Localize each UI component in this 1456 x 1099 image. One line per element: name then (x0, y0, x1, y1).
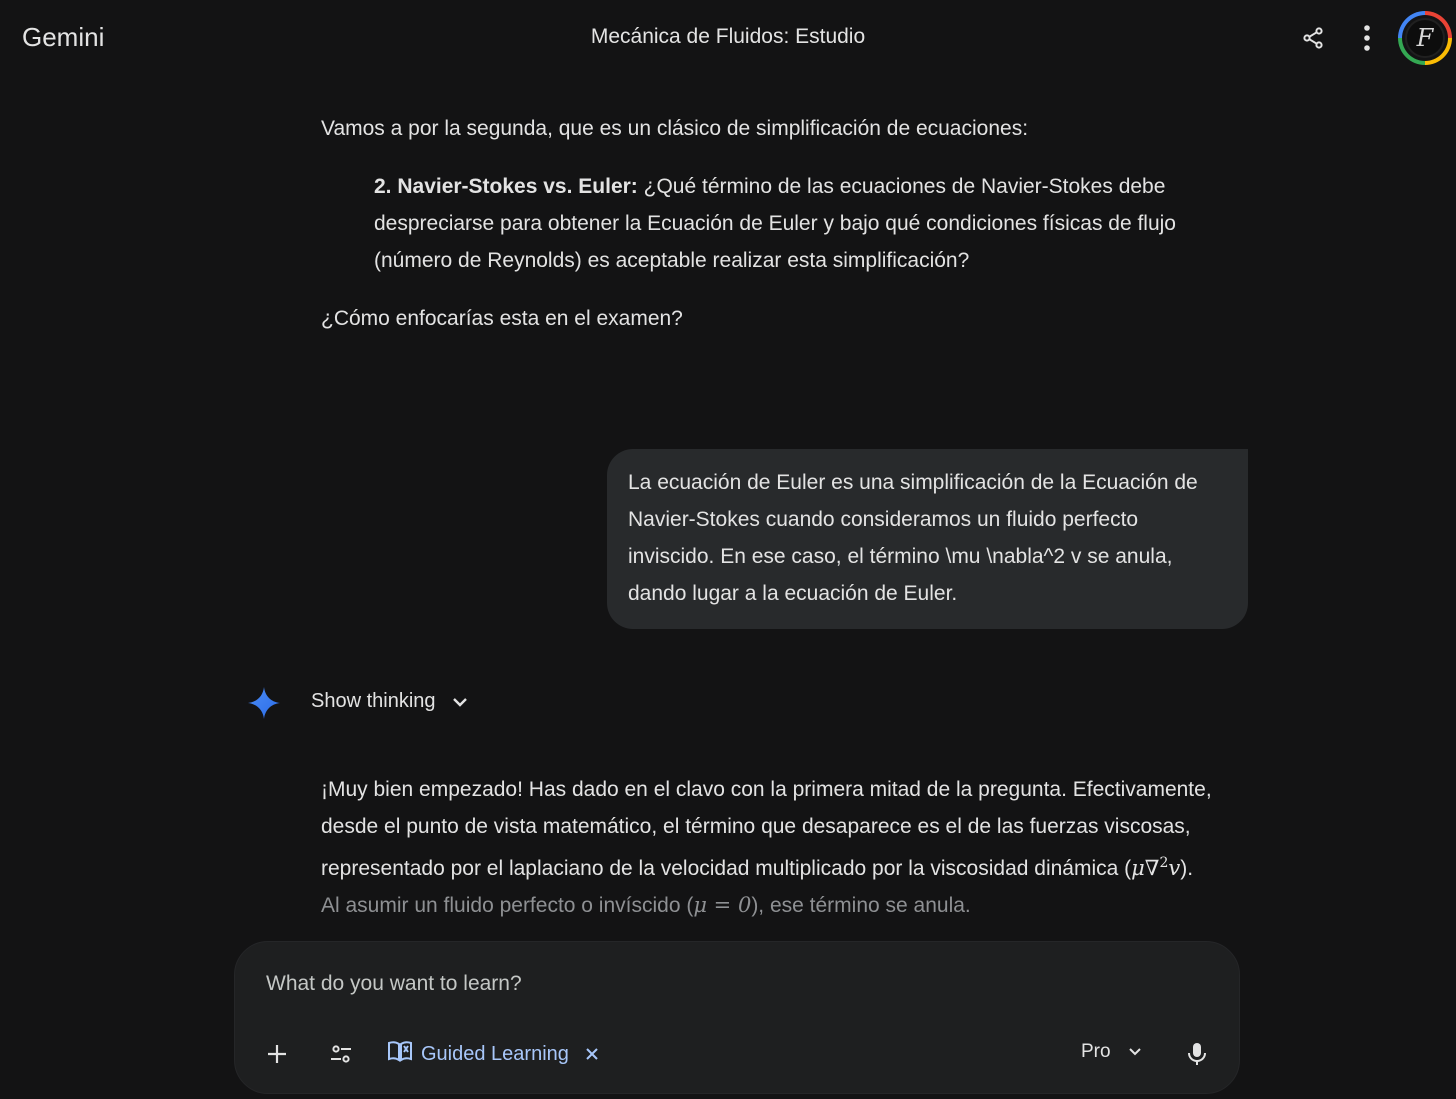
response-faded-part2: ), ese término se anula. (751, 894, 971, 917)
more-vert-icon[interactable] (1351, 22, 1383, 54)
math-mu-nabla: μ∇ (1131, 856, 1160, 880)
guided-learning-label: Guided Learning (421, 1042, 569, 1065)
show-thinking-label: Show thinking (311, 690, 436, 712)
top-bar (0, 0, 1456, 76)
model-prompt-text: ¿Cómo enfocarías esta en el examen? (321, 307, 683, 330)
brand-logo[interactable]: Gemini (22, 22, 105, 52)
avatar[interactable] (1398, 11, 1452, 65)
response-text-part1: ¡Muy bien empezado! Has dado en el clavo con la primera mitad de la pregunta. Efectivamente, desde el punto de vista matemático, el término que desaparece es el de las fuerzas viscosas, representado por el laplaciano de la velocidad multiplicado por la viscosidad dinámica ( (321, 778, 1212, 880)
show-thinking-toggle[interactable] (311, 690, 470, 713)
response-text-part2: ). (1180, 857, 1194, 880)
response-faded-part1: Al asumir un fluido perfecto o invíscido ( (321, 894, 694, 917)
math-exponent: 2 (1159, 855, 1169, 871)
guided-learning-chip[interactable] (387, 1040, 599, 1068)
share-icon[interactable] (1297, 22, 1329, 54)
model-label: Pro (1081, 1041, 1111, 1062)
model-selector[interactable] (1081, 1041, 1143, 1063)
question-block (374, 168, 1194, 279)
avatar-initial: F (1405, 18, 1445, 58)
math-viscous-term (1131, 856, 1180, 880)
model-response (321, 771, 1261, 924)
prompt-composer (234, 941, 1240, 1094)
add-icon[interactable] (261, 1038, 293, 1070)
tools-icon[interactable] (325, 1038, 357, 1070)
close-icon[interactable] (585, 1047, 599, 1061)
avatar-ring-gap (1402, 15, 1448, 61)
question-title: 2. Navier-Stokes vs. Euler: (374, 175, 638, 198)
math-v: v (1168, 856, 1181, 880)
user-message-bubble: La ecuación de Euler es una simplificación de la Ecuación de Navier-Stokes cuando consideramos un fluido perfecto inviscido. En ese caso, el término \mu \nabla^2 v se anula, dando lugar a la ecuación de Euler. (607, 449, 1248, 629)
response-faded-text (321, 894, 971, 917)
gemini-spark-icon (246, 685, 282, 721)
question-body: ¿Qué término de las ecuaciones de Navier-Stokes debe despreciarse para obtener la Ecuación de Euler y bajo qué condiciones físicas de flujo (número de Reynolds) es aceptable realizar esta simplificación? (374, 175, 1176, 272)
chevron-down-icon (450, 692, 470, 712)
conversation-title[interactable]: Mecánica de Fluidos: Estudio (590, 25, 866, 48)
chevron-down-icon (1127, 1044, 1143, 1060)
prompt-input[interactable] (266, 972, 966, 996)
model-intro-text: Vamos a por la segunda, que es un clásico de simplificación de ecuaciones: (321, 117, 1029, 140)
math-mu-zero: μ = 0 (693, 893, 752, 917)
microphone-icon[interactable] (1181, 1038, 1213, 1070)
book-icon (387, 1040, 413, 1068)
